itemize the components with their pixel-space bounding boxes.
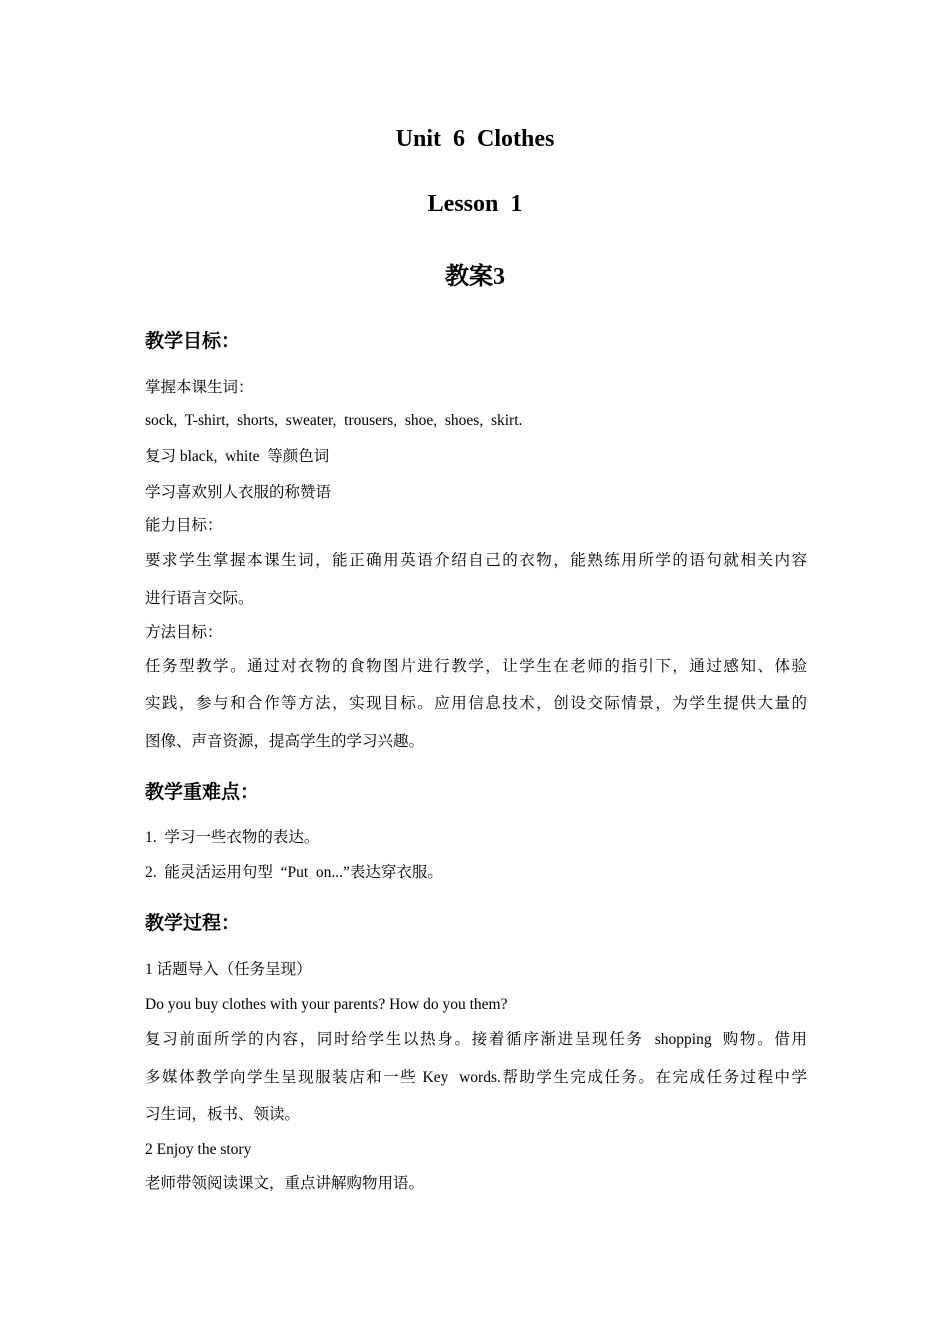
objective-line: 实践，参与和合作等方法，实现目标。应用信息技术，创设交际情景，为学生提供大量的	[145, 695, 807, 712]
key-point-line: 2. 能灵活运用句型 “Put on...”表达穿衣服。	[145, 864, 443, 881]
ability-heading: 能力目标：	[145, 517, 223, 534]
process-line: 2 Enjoy the story	[145, 1141, 252, 1158]
key-point-line: 1. 学习一些衣物的表达。	[145, 829, 320, 846]
process-line: 1 话题导入（任务呈现）	[145, 961, 312, 978]
process-line: Do you buy clothes with your parents? How do you them?	[145, 996, 508, 1013]
objective-line: 任务型教学。通过对衣物的食物图片进行教学，让学生在老师的指引下，通过感知、体验	[145, 658, 807, 675]
lesson-plan-title: 教案3	[445, 264, 505, 290]
process-line: 老师带领阅读课文，重点讲解购物用语。	[145, 1175, 425, 1192]
process-line: 复习前面所学的内容，同时给学生以热身。接着循序渐进呈现任务 shopping 购物。借用	[145, 1031, 807, 1048]
process-line: 习生词，板书、领读。	[145, 1106, 301, 1123]
objectives-heading: 教学目标：	[145, 330, 241, 352]
objective-line: 要求学生掌握本课生词，能正确用英语介绍自己的衣物，能熟练用所学的语句就相关内容	[145, 552, 807, 569]
objective-line: 图像、声音资源，提高学生的学习兴趣。	[145, 733, 425, 750]
key-points-heading: 教学重难点：	[145, 781, 260, 803]
objective-line: 进行语言交际。	[145, 590, 254, 607]
objective-line: 掌握本课生词：	[145, 379, 254, 396]
process-line: 多媒体教学向学生呈现服装店和一些 Key words.帮助学生完成任务。在完成任务过程中学	[145, 1069, 807, 1086]
objective-line: 复习 black, white 等颜色词	[145, 448, 330, 465]
unit-title: Unit 6 Clothes	[395, 126, 555, 152]
objective-line: sock, T-shirt, shorts, sweater, trousers, shoe, shoes, skirt.	[145, 412, 523, 429]
objective-line: 学习喜欢别人衣服的称赞语	[145, 484, 332, 501]
method-heading: 方法目标：	[145, 624, 223, 641]
lesson-title: Lesson 1	[427, 191, 523, 217]
process-heading: 教学过程：	[145, 912, 241, 934]
